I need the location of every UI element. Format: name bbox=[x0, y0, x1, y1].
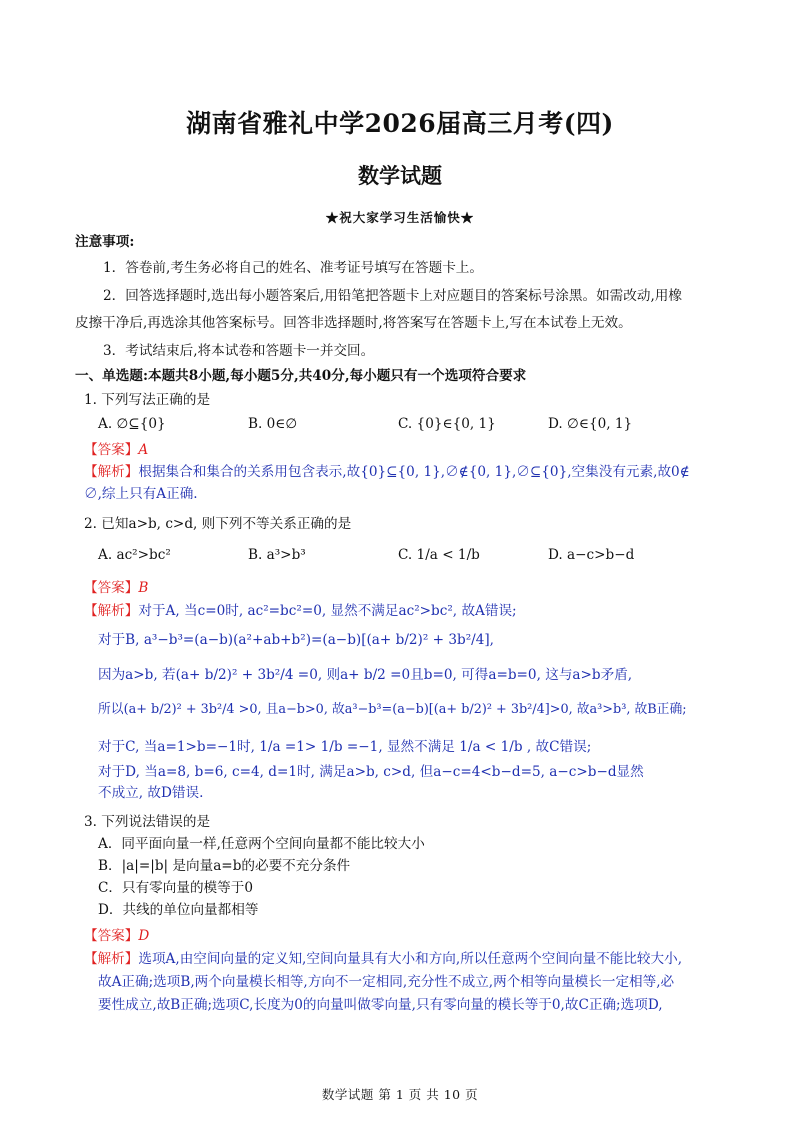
answer-value: A bbox=[138, 442, 149, 458]
q1-option-b: B. 0∈∅ bbox=[248, 416, 298, 432]
motto: ★祝大家学习生活愉快★ bbox=[325, 210, 475, 225]
q2-option-d: D. a−c>b−d bbox=[548, 547, 635, 563]
q3-option-d: D．共线的单位向量都相等 bbox=[98, 902, 259, 918]
q3-option-b: B．|a|=|b| 是向量a=b的必要不充分条件 bbox=[98, 858, 351, 874]
q1-analysis-2: ∅,综上只有A正确. bbox=[84, 486, 198, 502]
q2-analysis-4: 所以(a+ b/2)² + 3b²/4 >0, 且a−b>0, 故a³−b³=(a−b)[(a+ b/2)² + 3b²/4]>0, 故a³>b³, 故B正确; bbox=[98, 702, 687, 717]
q2-analysis-6: 对于D, 当a=8, b=6, c=4, d=1时, 满足a>b, c>d, 但a−c=4<b−d=5, a−c>b−d显然 bbox=[98, 764, 644, 780]
page-footer: 数学试题 第 1 页 共 10 页 bbox=[321, 1087, 479, 1102]
q2-option-c: C. 1/a < 1/b bbox=[398, 547, 480, 563]
answer-tag: 【答案】 bbox=[84, 442, 139, 458]
q2-answer bbox=[84, 578, 148, 598]
q2-analysis-2: 对于B, a³−b³=(a−b)(a²+ab+b²)=(a−b)[(a+ b/2)² + 3b²/4], bbox=[98, 632, 494, 648]
q2-analysis-5: 对于C, 当a=1>b=−1时, 1/a =1> 1/b =−1, 显然不满足 1/a < 1/b , 故C错误; bbox=[98, 739, 592, 755]
analysis-tag: 【解析】 bbox=[84, 951, 139, 967]
notice-item-2: 2．回答选择题时,选出每小题答案后,用铅笔把答题卡上对应题目的答案标号涂黑。如需改动,用橡 bbox=[103, 288, 682, 304]
q3-option-c: C．只有零向量的模等于0 bbox=[98, 880, 253, 896]
analysis-tag: 【解析】 bbox=[84, 603, 139, 619]
q1-analysis-1: 【解析】根据集合和集合的关系用包含表示,故{0}⊆{0, 1},∅∉{0, 1},∅⊆{0},空集没有元素,故0∉ bbox=[84, 464, 690, 480]
notice-item-1: 1．答卷前,考生务必将自己的姓名、准考证号填写在答题卡上。 bbox=[103, 260, 483, 276]
q3-analysis-1: 【解析】选项A,由空间向量的定义知,空间向量具有大小和方向,所以任意两个空间向量不能比较大小, bbox=[84, 951, 683, 967]
q2-analysis-1: 【解析】对于A, 当c=0时, ac²=bc²=0, 显然不满足ac²>bc², 故A错误; bbox=[84, 603, 517, 619]
section-heading: 一、单选题:本题共8小题,每小题5分,共40分,每小题只有一个选项符合要求 bbox=[75, 368, 527, 384]
answer-tag: 【答案】 bbox=[84, 580, 139, 596]
answer-value: D bbox=[138, 928, 150, 944]
q3-stem: 3. 下列说法错误的是 bbox=[84, 814, 211, 830]
q1-option-a: A. ∅⊆{0} bbox=[98, 416, 166, 432]
q1-stem: 1. 下列写法正确的是 bbox=[84, 392, 211, 408]
notice-heading: 注意事项: bbox=[75, 234, 135, 250]
q3-analysis-2: 故A正确;选项B,两个向量模长相等,方向不一定相同,充分性不成立,两个相等向量模长一定相等,必 bbox=[98, 974, 675, 990]
answer-value: B bbox=[138, 580, 149, 596]
exam-subtitle: 数学试题 bbox=[358, 163, 442, 188]
q2-analysis-7: 不成立, 故D错误. bbox=[98, 785, 204, 801]
notice-item-2-cont: 皮擦干净后,再选涂其他答案标号。回答非选择题时,将答案写在答题卡上,写在本试卷上无效。 bbox=[75, 315, 632, 331]
answer-tag: 【答案】 bbox=[84, 928, 139, 944]
q2-analysis-3: 因为a>b, 若(a+ b/2)² + 3b²/4 =0, 则a+ b/2 =0且b=0, 可得a=b=0, 这与a>b矛盾, bbox=[98, 667, 633, 683]
q1-option-d: D. ∅∈{0, 1} bbox=[548, 416, 633, 432]
analysis-tag: 【解析】 bbox=[84, 464, 139, 480]
q2-option-a: A. ac²>bc² bbox=[98, 547, 171, 563]
q2-stem: 2. 已知a>b, c>d, 则下列不等关系正确的是 bbox=[84, 516, 352, 532]
notice-item-3: 3．考试结束后,将本试卷和答题卡一并交回。 bbox=[103, 343, 375, 359]
q1-option-c: C. {0}∈{0, 1} bbox=[398, 416, 496, 432]
q3-option-a: A．同平面向量一样,任意两个空间向量都不能比较大小 bbox=[98, 836, 425, 852]
exam-title: 湖南省雅礼中学2026届高三月考(四) bbox=[186, 109, 614, 138]
q2-option-b: B. a³>b³ bbox=[248, 547, 306, 563]
q3-analysis-3: 要性成立,故B正确;选项C,长度为0的向量叫做零向量,只有零向量的模长等于0,故C正确;选项D, bbox=[98, 997, 663, 1013]
q3-answer bbox=[84, 926, 149, 946]
q1-answer bbox=[84, 440, 148, 460]
